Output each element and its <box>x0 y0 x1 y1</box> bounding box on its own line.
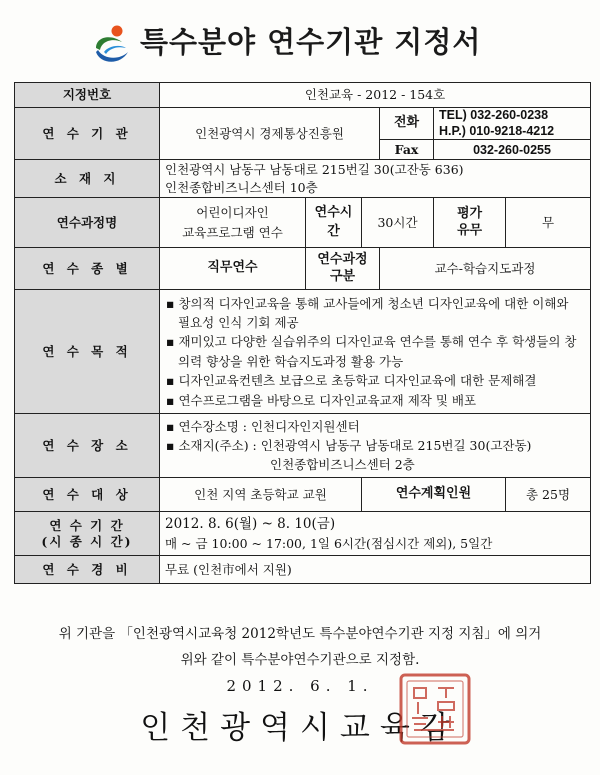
category-label-line-2: 구분 <box>329 268 356 284</box>
row-period <box>15 512 591 556</box>
issue-date: 2012. 6. 1. <box>226 677 374 695</box>
purpose-item: ▪ 창의적 디자인교육을 통해 교사들에게 청소년 디자인교육에 대한 이해와 필요성 인식 기회 제공 <box>166 295 569 330</box>
phone-label: 전화 <box>380 108 434 140</box>
place-value <box>160 414 591 478</box>
eval-label-line-2: 유무 <box>456 222 483 238</box>
period-label <box>15 512 160 556</box>
period-label-line-1: 연 수 기 간 <box>49 517 125 533</box>
course-value-line-1: 어린이디자인 <box>196 204 269 220</box>
plan-label: 연수계획인원 <box>362 478 506 512</box>
issuer-name: 인천광역시교육감 <box>140 710 460 746</box>
fax-number: 032-260-0255 <box>434 140 591 160</box>
designation-no-label: 지정번호 <box>15 83 160 108</box>
row-place <box>15 414 591 478</box>
phone-values <box>434 108 591 140</box>
row-designation-no <box>15 83 591 108</box>
institution-label: 연 수 기 관 <box>15 108 160 160</box>
hours-label: 연수시간 <box>306 198 362 248</box>
purpose-value <box>160 290 591 414</box>
eval-label-line-1: 평가 <box>456 205 483 221</box>
row-target <box>15 478 591 512</box>
incheon-education-logo-icon <box>90 22 134 66</box>
period-label-line-2: (시 종 시 간) <box>41 533 133 549</box>
official-seal-icon <box>398 672 472 746</box>
designation-table <box>14 82 591 584</box>
footer-statement-line-1: 위 기관을 「인천광역시교육청 2012학년도 특수분야연수기관 지정 지침」에 의거 <box>58 626 542 642</box>
category-value: 교수-학습지도과정 <box>380 248 591 290</box>
purpose-item: ▪ 디자인교육컨텐츠 보급으로 초등학교 디자인교육에 대한 문제해결 <box>166 373 537 389</box>
period-line-1: 2012. 8. 6(월) ~ 8. 10(금) <box>165 516 336 533</box>
course-label: 연수과정명 <box>15 198 160 248</box>
place-line-1: ▪ 연수장소명 : 인천디자인지원센터 <box>166 418 360 434</box>
cost-label: 연 수 경 비 <box>15 556 160 584</box>
type-value: 직무연수 <box>160 248 306 290</box>
purpose-item: ▪ 재미있고 다양한 실습위주의 디자인교육 연수를 통해 연수 후 학생들의 창의력 향상을 위한 학습지도과정 활용 가능 <box>166 334 577 369</box>
target-value: 인천 지역 초등학교 교원 <box>160 478 362 512</box>
place-line-2: ▪ 소재지(주소) : 인천광역시 남동구 남동대로 215번길 30(고잔동) <box>166 438 532 454</box>
target-label: 연 수 대 상 <box>15 478 160 512</box>
address-line-2: 인천종합비즈니스센터 10층 <box>165 179 318 195</box>
purpose-label: 연 수 목 적 <box>15 290 160 414</box>
course-value-line-2: 교육프로그램 연수 <box>182 224 283 240</box>
hp-number: H.P.) 010-9218-4212 <box>439 123 555 138</box>
row-address <box>15 160 591 198</box>
document-title: 특수분야 연수기관 지정서 <box>140 25 482 59</box>
address-label: 소 재 지 <box>15 160 160 198</box>
designation-no-value: 인천교육 - 2012 - 154호 <box>160 83 591 108</box>
place-line-3: 인천종합비즈니스센터 2층 <box>270 457 415 473</box>
place-label: 연 수 장 소 <box>15 414 160 478</box>
row-purpose <box>15 290 591 414</box>
hours-value: 30시간 <box>362 198 434 248</box>
footer-statement-line-2: 위와 같이 특수분야연수기관으로 지정함. <box>180 652 420 668</box>
course-value <box>160 198 306 248</box>
row-institution <box>15 108 591 140</box>
category-label-line-1: 연수과정 <box>317 251 368 267</box>
address-line-1: 인천광역시 남동구 남동대로 215번길 30(고잔동 636) <box>165 161 464 177</box>
period-value <box>160 512 591 556</box>
purpose-list <box>166 294 584 410</box>
period-line-2: 매 ~ 금 10:00 ~ 17:00, 1일 6시간(점심시간 제외), 5일간 <box>165 535 493 551</box>
institution-value: 인천광역시 경제통상진흥원 <box>160 108 380 160</box>
type-label: 연 수 종 별 <box>15 248 160 290</box>
row-cost <box>15 556 591 584</box>
tel-number: TEL) 032-260-0238 <box>439 108 549 122</box>
eval-value: 무 <box>506 198 591 248</box>
fax-label: Fax <box>380 140 434 160</box>
purpose-item: ▪ 연수프로그램을 바탕으로 디자인교육교재 제작 및 배포 <box>166 392 477 408</box>
eval-label <box>434 198 506 248</box>
address-value <box>160 160 591 198</box>
cost-value: 무료 (인천市에서 지원) <box>160 556 591 584</box>
plan-value: 총 25명 <box>506 478 591 512</box>
row-course <box>15 198 591 248</box>
header <box>0 18 600 68</box>
category-label <box>306 248 380 290</box>
row-type <box>15 248 591 290</box>
